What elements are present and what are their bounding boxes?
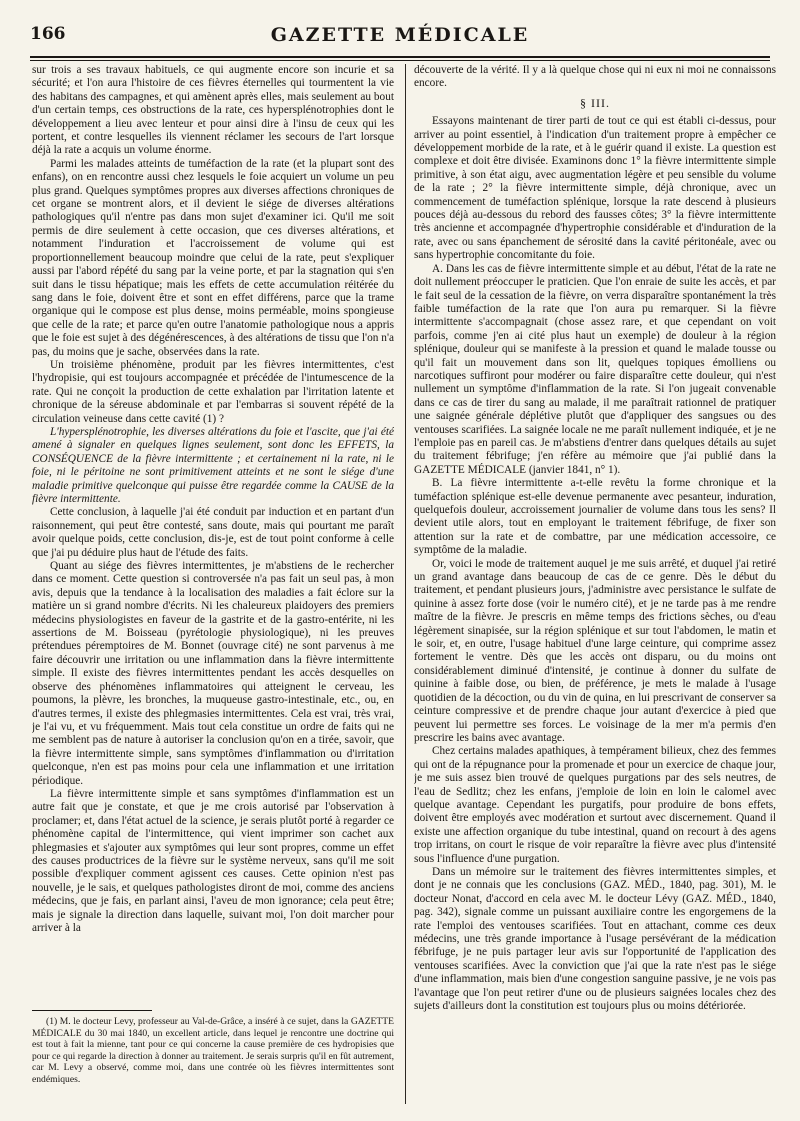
paragraph: Or, voici le mode de traitement auquel je me suis arrêté, et duquel j'ai retiré un grand avantage dans beaucoup de cas de ce genre. Dès le début du traitement, et pendant plusieurs jours, j'administre avec persistance le sulfate de quinine à assez forte dose (voir le numéro cité), et je ne tarde pas à me rendre maître de la fièvre. Je prescris en même temps des frictions sèches, ou d'eau légèrement sinapisée, sur la région splénique et sur tout l'abdomen, le matin et le soir, et, en outre, l'usage habituel d'une large ceinture, qui comprime assez fortement le ventre. Dès que les accès ont disparu, ou du moins ont considérablement diminué d'intensité, je continue à donner du sulfate de quinine à faible dose, ou bien, de préférence, je mets le malade à l'usage quotidien de la décoction, ou du vin de quina, en lui prescrivant de conserver sa ceinture compressive et de prendre chaque jour autant d'exercice à pied que peuvent lui permettre ses forces. Le voisinage de la mer m'a permis d'en prescrire les bains avec avantage. — [414, 557, 776, 744]
paragraph: B. La fièvre intermittente a-t-elle revêtu la forme chronique et la tuméfaction splénique est-elle devenue permanente avec pesanteur, induration, quelquefois douleur, accroissement journalier de volume dans tous les sens? Il devient utile alors, tout en employant le traitement fébrifuge, de fixer son attention sur la rate et de combattre, par une médication accessoire, ce symptôme de la maladie. — [414, 477, 776, 557]
paragraph: sur trois a ses travaux habituels, ce qui augmente encore son incurie et sa sécurité; et l'on aura l'histoire de ces fièvres éternelles qui tourmentent la vie des habitans des campagnes, et qui amènent après elles, mais seulement au bout d'un certain temps, ces obstructions de la rate, ces hypersplénotrophies dont le développement a lieu avec lenteur et pour ainsi dire à l'insu de ceux qui les portent, et contre lesquelles ils viennent réclamer les secours de l'art lorsque déjà la rate a acquis un volume énorme. — [32, 64, 394, 157]
paragraph: Un troisième phénomène, produit par les fièvres intermittentes, c'est l'hydropisie, qui est toujours accompagnée et précédée de l'intumescence de la rate. Qui ne conçoit la production de cette exhalation par l'irritation latente et chronique de la séreuse abdominale et par l'embarras si souvent répété de la circulation veineuse dans cette cavité (1) ? — [32, 358, 394, 425]
paragraph: Cette conclusion, à laquelle j'ai été conduit par induction et en partant d'un raisonnement, qui peut être contesté, sans doute, mais qui pourtant me paraît avoir quelque poids, cette conclusion, dis-je, est de tout point conforme à celle que j'ai pu déduire plus haut de l'étude des faits. — [32, 506, 394, 559]
paragraph: découverte de la vérité. Il y a là quelque chose qui ni eux ni moi ne connaissons encore. — [414, 64, 776, 90]
right-column — [414, 64, 776, 1104]
paragraph: A. Dans les cas de fièvre intermittente simple et au début, l'état de la rate ne doit nullement préoccuper le praticien. Que l'on enraie de suite les accès, et par le fait seul de la cessation de la fièvre, on verra disparaître spontanément la très faible tuméfaction de la rate que l'on aura pu remarquer. Si la fièvre intermittente s'accompagnait (chose assez rare, et que cependant on voit parfois, comme j'en ai cité plus haut un exemple) de douleur à la région splénique, douleur qui se manifeste à la pression et quand le malade tousse ou qu'il fait un mouvement dans son lit, quelques topiques émolliens ou narcotiques suffiront pour modérer ou faire disparaître cette douleur, qui n'est nullement un symptôme d'inflammation de la rate. Si l'on jugeait convenable dans ce cas de tirer du sang au malade, il me paraîtrait rationnel de pratiquer une saignée générale déplétive plutôt que d'appliquer des sangsues ou des ventouses scarifiées. La saignée locale ne me paraît nullement indiquée, et je ne l'emploie pas en pareil cas. Je m'abstiens d'entrer dans quelques détails au sujet du traitement fébrifuge; j'en réfère au mémoire que j'ai publié dans la GAZETTE MÉDICALE (janvier 1841, n° 1). — [414, 262, 776, 476]
paragraph: Parmi les malades atteints de tuméfaction de la rate (et la plupart sont des enfans), on en rencontre aussi chez lesquels le foie acquiert un volume un peu plus grand. Quelques symptômes propres aux diverses affections chroniques de cet organe se montrent alors, et il devient le siége de diverses altérations pathologiques qu'il n'entre pas dans mon sujet d'examiner ici. Qu'il me soit permis de dire seulement à cette occasion, que ces diverses altérations, et notamment l'induration et l'accroissement de volume qui est proportionnellement beaucoup moindre que celui de la rate, peut s'expliquer aussi par l'abord répété du sang par la veine porte, et par la stagnation qui s'en suit dans le tissu hépatique; mais les effets de cette accumulation réitérée du sang dans le foie, doivent être et sont en effet différens, parce que la trame organique qui le compose est plus dense, moins perméable, moins spongieuse que celle de la rate; et parce qu'en outre l'anatomie pathologique nous a appris que le foie est sujet à des dégénérescences, à des altérations de tissu que l'on n'a pas, du moins que je sache, observées dans la rate. — [32, 157, 394, 358]
page-header — [30, 24, 770, 50]
paragraph: Dans un mémoire sur le traitement des fièvres intermittentes simples, et dont je ne connais que les conclusions (GAZ. MÉD., 1840, pag. 301), M. le docteur Nonat, d'accord en cela avec M. le docteur Lévy (GAZ. MÉD., 1840, pag. 342), signale comme un puissant auxiliaire contre les engorgemens de la rate l'emploi des ventouses scarifiées. Tout en attachant, comme ces deux médecins, une très grande importance à l'usage persévérant de la médication fébrifuge, je ne puis partager leur avis sur l'opportunité de l'application des ventouses scarifiées. Avec la conviction que j'ai que la rate n'est pas le siége d'une inflammation, mais bien d'une congestion sanguine passive, je ne vois pas l'avantage que l'on peut retirer d'une ou de plusieurs saignées locales chez des sujets d'ailleurs dont la constitution est toujours plus ou moins détériorée. — [414, 865, 776, 1013]
footnote — [32, 1016, 394, 1116]
paragraph: La fièvre intermittente simple et sans symptômes d'inflammation est un autre fait que je constate, et que je me crois autorisé par l'observation à proclamer; et, dans l'état actuel de la science, je serais plutôt porté à regarder ce phénomène capital de l'intermittence, qui vient imprimer son cachet aux phlegmasies et s'ajouter aux symptômes qui leur sont propres, comme un effet des causes productrices de la fièvre sur le système nerveux, sans qu'il me soit possible d'expliquer comment agissent ces causes. Cette opinion n'est pas nouvelle, je le sais, et quelques pathologistes diront de moi, comme des anciens médecins, que je fais, en parlant ainsi, l'aveu de mon ignorance; cela peut être; mais je signale la direction dans laquelle, suivant moi, l'on doit marcher pour arriver à la — [32, 787, 394, 934]
footnote-rule — [32, 1010, 152, 1011]
paragraph: Quant au siége des fièvres intermittentes, je m'abstiens de le rechercher dans ce moment. Cette question si controversée n'a pas fait un seul pas, à mon avis, depuis que la tendance à la localisation des maladies a fait éclore sur la matière un si grand nombre d'écrits. Ni les chaleureux plaidoyers des premiers médecins physiologistes en faveur de la gastrite et de la gastro-entérite, ni les assertions de M. Boisseau (pyrétologie physiologique), ni les preuves prétendues péremptoires de M. Bonnet (ouvrage cité) ne sont parvenus à me faire découvrir une irritation ou une inflammation dans la fièvre intermittente simple. Il existe des fièvres intermittentes pendant les accès desquelles on observe des phénomènes inflammatoires qui atteignent le cerveau, les poumons, la plèvre, les bronches, la muqueuse gastro-intestinale, etc., ou, en d'autres termes, il existe des phlegmasies intermittentes. Cela est vrai, très vrai, je l'ai vu, et vu fréquemment. Mais tout cela constitue un ordre de faits qui ne me semblent pas de nature à autoriser la conclusion qu'on en a tirée, savoir, que la fièvre intermittente simple, sans symptômes d'inflammation ou d'irritation quelconque, n'en est pas moins pour cela une inflammation et une irritation périodique. — [32, 560, 394, 787]
section-heading: § III. — [580, 95, 610, 110]
paragraph: Chez certains malades apathiques, à tempérament bilieux, chez des femmes qui ont de la répugnance pour la promenade et pour un exercice de chaque jour, je me suis assez bien trouvé de quelques purgations par des sels neutres, de l'eau de Sedlitz; chez les enfans, j'emploie de loin en loin le calomel avec quelque avantage. Cependant les purgatifs, pour produire de bons effets, doivent être employés avec modération et surtout avec discernement. Quand il existe une affection organique du tube intestinal, quand on recourt à des agens trop irritans, on court le risque de voir reparaître la fièvre avec plus d'intensité sous l'influence d'une purgation. — [414, 745, 776, 865]
paragraph: Essayons maintenant de tirer parti de tout ce qui est établi ci-dessus, pour arriver au point essentiel, à l'indication d'un traitement propre à empêcher ce développement morbide de la rate, et à le guérir quand il existe. La question est complexe et doit être divisée. Examinons donc 1° la fièvre intermittente simple primitive, à son état aigu, avec augmentation légère et peu sensible du volume de la rate ; 2° la fièvre intermittente simple, déjà chronique, avec un commencement de tuméfaction splénique, lorsque la rate descend à plusieurs pouces déjà au-dessous du rebord des fausses côtes; 3° la fièvre intermittente très ancienne et accompagnée d'hypertrophie considérable et d'induration de la rate, avec ou sans épanchement de sérosité dans la cavité péritonéale, avec ou sans hypertrophie concomitante du foie. — [414, 115, 776, 262]
header-rule — [30, 56, 770, 61]
journal-title: GAZETTE MÉDICALE — [270, 24, 530, 46]
footnote-text: (1) M. le docteur Levy, professeur au Val-de-Grâce, a inséré à ce sujet, dans la GAZETTE MÉDICALE du 30 mai 1840, un excellent article, dans lequel je rencontre une doctrine qui est tout à fait la mienne, tant pour ce qui concerne la cause première de ces hydropisies que pour ce qui regarde la direction à donner au traitement. Je serais surpris qu'il en fût autrement, car M. Levy a observé, comme moi, dans une contrée où les fièvres intermittentes sont endémiques. — [32, 1016, 394, 1085]
paragraph-italic-conclusion: L'hypersplénotrophie, les diverses altérations du foie et l'ascite, que j'ai été amené à signaler en quelques lignes seulement, sont donc les EFFETS, la CONSÉQUENCE de la fièvre intermittente ; et certainement ni la rate, ni le foie, ni le péritoine ne sont primitivement atteints et ne sont le siége d'une maladie primitive quelconque qui puisse être regardée comme la CAUSE de la fièvre intermittente. — [32, 425, 394, 505]
page-number: 166 — [30, 24, 66, 44]
column-divider — [405, 64, 406, 1104]
left-column — [32, 64, 394, 1006]
